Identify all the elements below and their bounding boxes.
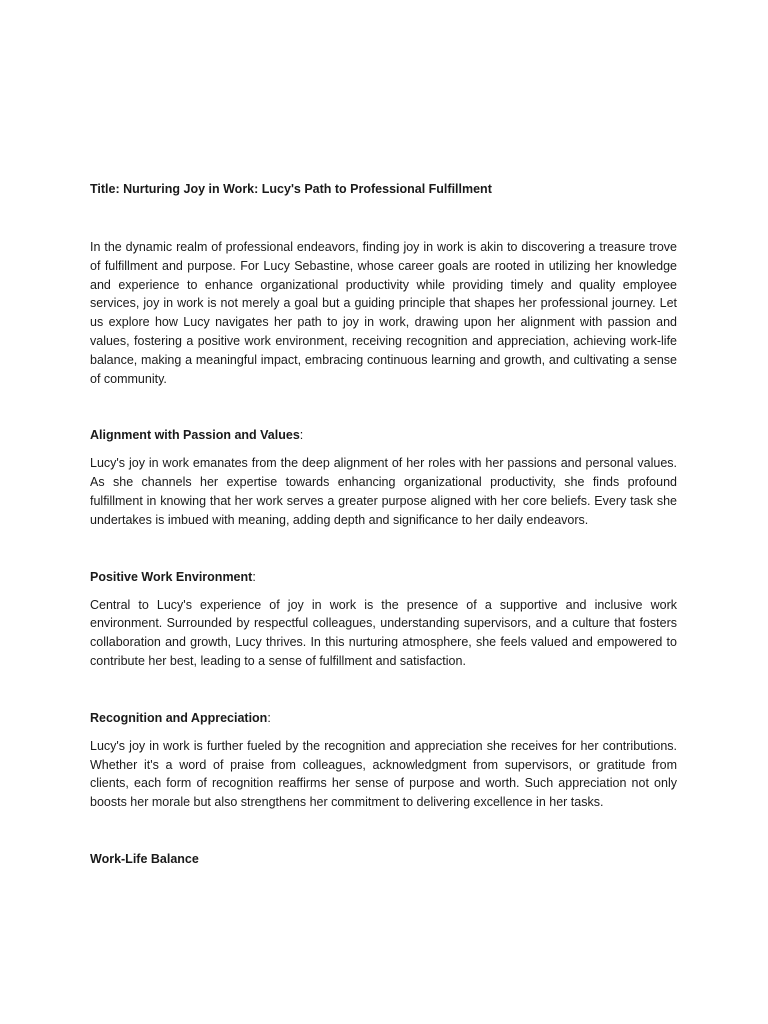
- section-positive-environment: [90, 568, 677, 671]
- section-body: Central to Lucy's experience of joy in work is the presence of a supportive and inclusive work environment. Surrounded by respectful colleagues, understanding supervisors, and a culture that fosters collaboration and growth, Lucy thrives. In this nurturing atmosphere, she feels valued and empowered to contribute her best, leading to a sense of fulfillment and satisfaction.: [90, 597, 677, 668]
- section-passion-values: [90, 426, 677, 529]
- intro-paragraph: In the dynamic realm of professional endeavors, finding joy in work is akin to discovering a treasure trove of fulfillment and purpose. For Lucy Sebastine, whose career goals are rooted in utilizing her knowledge and experience to enhance organizational productivity while providing timely and quality employee services, joy in work is not merely a goal but a guiding principle that shapes her professional journey. Let us explore how Lucy navigates her path to joy in work, drawing upon her alignment with passion and values, fostering a positive work environment, receiving recognition and appreciation, achieving work-life balance, making a meaningful impact, embracing continuous learning and growth, and cultivating a sense of community.: [90, 240, 677, 386]
- section-recognition: [90, 709, 677, 812]
- section-heading-suffix: :: [267, 710, 271, 725]
- section-body: Lucy's joy in work is further fueled by the recognition and appreciation she receives for her contributions. Whether it's a word of praise from colleagues, acknowledgment from supervisors, or gratitude from clients, each form of recognition reaffirms her sense of purpose and worth. Such appreciation not only boosts her morale but also strengthens her commitment to delivering excellence in her tasks.: [90, 738, 677, 810]
- section-heading-text: Recognition and Appreciation: [90, 710, 268, 725]
- section-body: Lucy's joy in work emanates from the deep alignment of her roles with her passions and personal values. As she channels her expertise towards enhancing organizational productivity, she finds profound fulfillment in knowing that her work serves a greater purpose aligned with her core beliefs. Every task she undertakes is imbued with meaning, adding depth and significance to her daily endeavors.: [90, 456, 677, 527]
- section-heading: [90, 850, 677, 868]
- section-heading-suffix: :: [299, 428, 304, 443]
- document-page: [90, 180, 677, 878]
- section-heading: [90, 426, 677, 444]
- section-heading-text: Positive Work Environment: [90, 569, 253, 584]
- section-heading: [90, 568, 677, 586]
- section-work-life-balance: [90, 850, 677, 868]
- section-heading: [90, 709, 677, 727]
- section-heading-text: Work-Life Balance: [90, 851, 199, 866]
- document-title: Title: Nurturing Joy in Work: Lucy's Path to Professional Fulfillment: [90, 182, 492, 196]
- section-heading-text: Alignment with Passion and Values: [90, 428, 300, 443]
- section-heading-suffix: :: [252, 569, 256, 584]
